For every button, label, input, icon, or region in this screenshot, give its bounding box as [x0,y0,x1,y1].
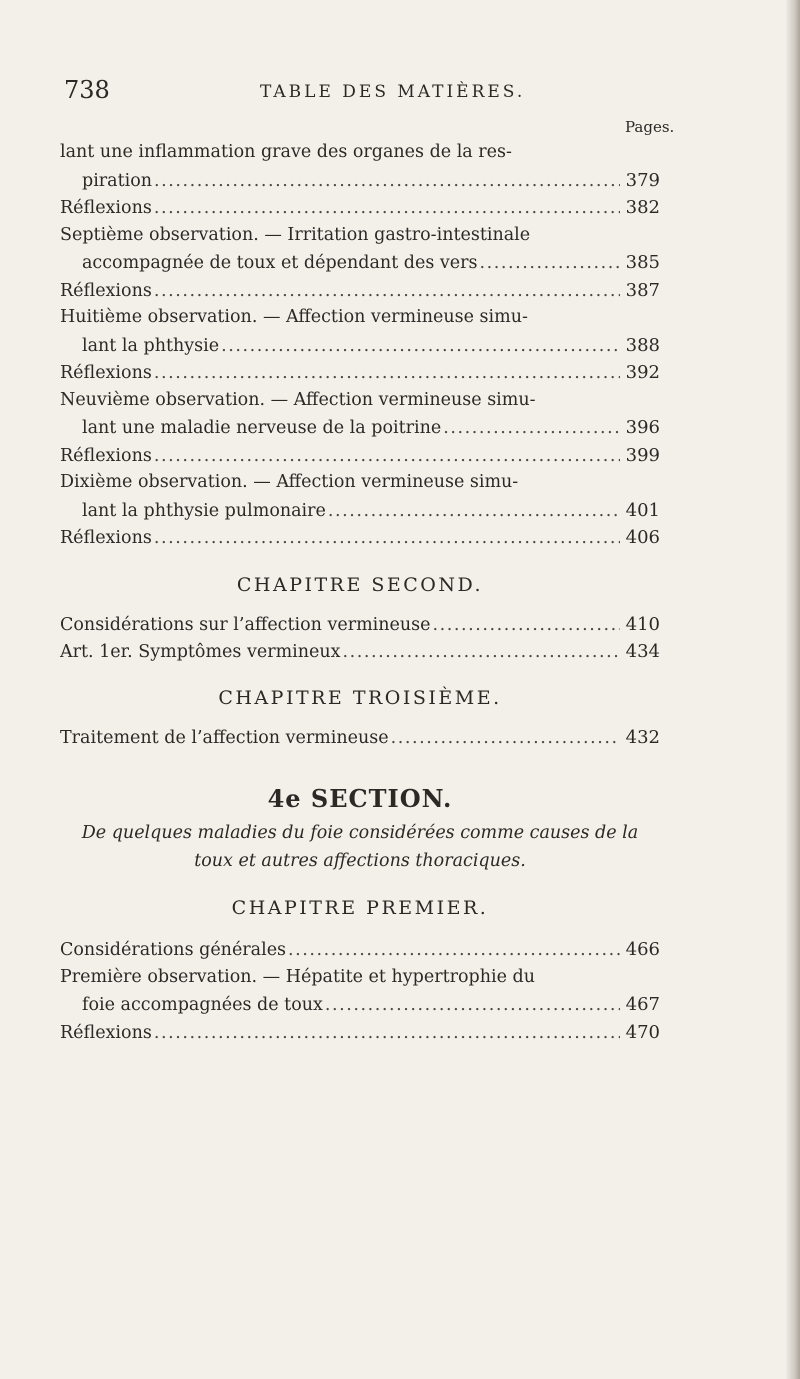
toc-entry [60,1019,660,1047]
section-subtitle: De quelques maladies du foie considérées comme causes de la toux et autres affections thoraciques. [81,823,639,871]
toc-entry-text: piration [82,170,153,191]
toc-page-number: 401 [625,499,660,521]
toc-entry-text: Réflexions [60,1022,152,1043]
dot-leader [479,250,619,278]
dot-leader [154,278,620,306]
toc-entry [60,249,660,277]
toc-entry-text: lant une maladie nerveuse de la poitrine [82,418,442,438]
toc-entry [60,936,660,964]
toc-entry-text: Considérations sur l’affection vermineuse [60,614,431,635]
dot-leader [328,498,620,526]
toc-entry [60,724,660,752]
chapter-heading: CHAPITRE SECOND. [236,573,484,596]
toc-page-number: 410 [625,613,660,635]
toc-entry [60,638,660,666]
toc-entry [60,611,660,639]
toc-entry [60,991,660,1019]
toc-page-number: 382 [625,197,660,218]
dot-leader [154,360,620,388]
toc-entry [60,497,660,525]
toc-entry-text: foie accompagnées de toux [82,995,323,1015]
toc-entry-text: Septième observation. — Irritation gastro-intestinale [60,224,531,245]
dot-leader [221,333,620,361]
toc-entry-text: Huitième observation. — Affection vermineuse simu- [60,307,528,327]
toc-entry [60,222,660,250]
dot-leader [154,443,620,471]
toc-entry [60,524,660,552]
toc-entry-text: Art. 1er. Symptômes vermineux [60,642,341,662]
toc-entry [60,277,660,305]
dot-leader [325,992,620,1020]
toc-entry-text: Réflexions [60,528,152,548]
toc-entry-text: Réflexions [60,363,152,383]
toc-page-number: 385 [625,252,660,273]
toc-entry-text: Dixième observation. — Affection vermineuse simu- [60,472,519,492]
pages-column-label: Pages. [625,118,675,136]
toc-entry [60,194,660,222]
dot-leader [154,525,620,553]
toc-entry [60,387,660,415]
dot-leader [154,195,620,223]
toc-entry [60,304,660,332]
toc-page-number: 467 [625,994,660,1015]
toc-page-number: 392 [625,362,660,383]
dot-leader [154,168,620,196]
chapter-heading: CHAPITRE PREMIER. [231,897,489,919]
toc-page-number: 466 [625,939,660,960]
page-number: 738 [64,76,110,104]
chapter-heading: CHAPITRE TROISIÈME. [218,686,502,709]
toc-entry [60,167,660,195]
dot-leader [288,937,620,965]
toc-entry-text: Neuvième observation. — Affection vermineuse simu- [60,389,536,410]
section-heading: 4e SECTION. [267,784,453,813]
running-title: TABLE DES MATIÈRES. [260,82,526,102]
toc-entry [60,469,660,497]
dot-leader [154,1020,620,1048]
toc-page-number: 399 [625,444,660,466]
dot-leader [443,415,619,443]
toc-entry-text: lant une inflammation grave des organes de la res- [60,142,512,162]
toc-entry [60,964,660,992]
dot-leader [343,639,620,667]
toc-entry-text: lant la phthysie pulmonaire [82,500,326,521]
toc-entry-text: Réflexions [60,198,152,218]
toc-entry-text: Réflexions [60,280,152,301]
dot-leader [391,725,620,753]
toc-page-number: 432 [625,726,660,748]
toc-page-number: 387 [625,279,660,301]
toc-entry-text: accompagnée de toux et dépendant des vers [82,253,478,273]
toc-entry-text: Première observation. — Hépatite et hypertrophie du [60,966,535,987]
toc-entry [60,414,660,442]
toc-entry-text: Traitement de l’affection vermineuse [60,727,389,748]
toc-entry-text: Réflexions [60,445,152,466]
toc-page-number: 406 [625,527,660,548]
table-of-contents [60,139,660,1046]
page-edge-shadow [786,0,800,1379]
toc-page-number: 379 [625,169,660,191]
toc-page-number: 434 [625,641,660,662]
toc-entry [60,332,660,360]
toc-page-number: 470 [625,1021,660,1043]
toc-entry [60,139,660,167]
toc-page-number: 396 [625,417,660,438]
toc-page-number: 388 [625,334,660,356]
dot-leader [433,612,620,640]
page-header [64,76,664,112]
toc-entry-text: lant la phthysie [82,335,220,356]
toc-entry-text: Considérations générales [60,940,287,960]
toc-entry [60,442,660,470]
toc-entry [60,359,660,387]
